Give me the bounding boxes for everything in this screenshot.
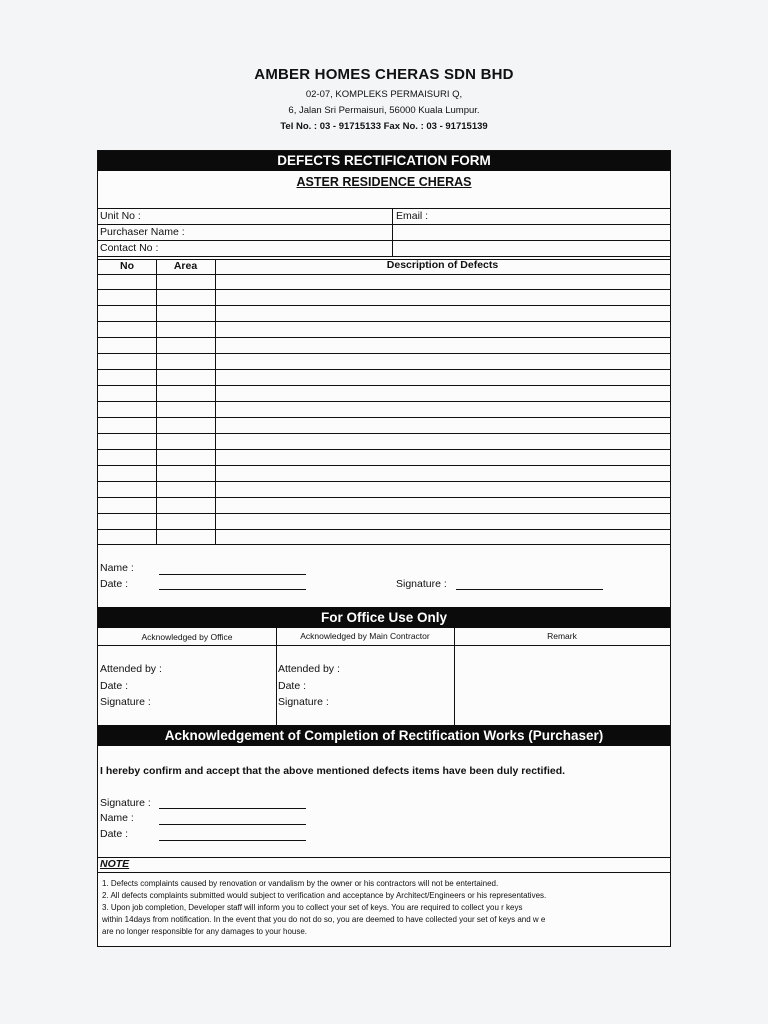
contact-line: Tel No. : 03 - 91715133 Fax No. : 03 - 91715139	[280, 121, 488, 132]
contractor-signature[interactable]: Signature :	[278, 696, 329, 708]
col-remark: Remark	[547, 631, 577, 641]
office-date[interactable]: Date :	[100, 680, 129, 692]
address-line-2: 6, Jalan Sri Permaisuri, 56000 Kuala Lumpur.	[288, 105, 480, 116]
office-attended-by[interactable]: Attended by :	[100, 663, 162, 675]
note-item: within 14days from notification. In the event that you do not do so, you are deemed to have collected your set of keys and w e	[102, 915, 546, 924]
col-ack-contractor: Acknowledged by Main Contractor	[300, 631, 430, 641]
col-ack-office: Acknowledged by Office	[141, 632, 233, 642]
ack-name-label: Name :	[100, 812, 134, 824]
ack-date-line[interactable]	[159, 840, 306, 841]
note-item: 2. All defects complaints submitted would subject to verification and acceptance by Architect/Engineers or his representatives.	[102, 891, 547, 900]
note-item: are no longer responsible for any damages to your house.	[102, 927, 308, 936]
acknowledgement-title: Acknowledgement of Completion of Rectification Works (Purchaser)	[98, 725, 670, 746]
ack-date-label: Date :	[100, 828, 129, 840]
project-name: ASTER RESIDENCE CHERAS	[296, 175, 472, 189]
note-list	[102, 878, 664, 938]
ack-name-line[interactable]	[159, 824, 306, 825]
signature-line[interactable]	[456, 589, 603, 590]
note-item: 3. Upon job completion, Developer staff will inform you to collect your set of keys. You are required to collect you r keys	[102, 903, 523, 912]
note-item: 1. Defects complaints caused by renovation or vandalism by the owner or his contractors will not be entertained.	[102, 879, 499, 888]
address-line-1: 02-07, KOMPLEKS PERMAISURI Q,	[305, 89, 463, 100]
form-title: DEFECTS RECTIFICATION FORM	[98, 151, 670, 171]
col-header-area: Area	[173, 260, 198, 272]
ack-signature-line[interactable]	[159, 808, 306, 809]
email-field[interactable]: Email :	[396, 210, 429, 222]
office-signature[interactable]: Signature :	[100, 696, 151, 708]
col-header-no: No	[120, 260, 134, 272]
contractor-attended-by[interactable]: Attended by :	[278, 663, 340, 675]
defects-form	[97, 150, 671, 947]
name-line[interactable]	[159, 574, 306, 575]
col-header-description: Description of Defects	[386, 259, 499, 271]
signature-label: Signature :	[396, 578, 447, 590]
contact-no-field[interactable]: Contact No :	[100, 242, 159, 254]
office-use-title: For Office Use Only	[98, 607, 670, 628]
purchaser-name-field[interactable]: Purchaser Name :	[100, 226, 185, 238]
name-label: Name :	[100, 562, 134, 574]
note-heading: NOTE	[100, 858, 130, 870]
unit-no-field[interactable]: Unit No :	[100, 210, 141, 222]
date-line[interactable]	[159, 589, 306, 590]
confirmation-statement: I hereby confirm and accept that the above mentioned defects items have been duly rectified.	[100, 765, 566, 777]
company-name: AMBER HOMES CHERAS SDN BHD	[254, 66, 514, 83]
date-label: Date :	[100, 578, 129, 590]
contractor-date[interactable]: Date :	[278, 680, 307, 692]
ack-signature-label: Signature :	[100, 797, 151, 809]
